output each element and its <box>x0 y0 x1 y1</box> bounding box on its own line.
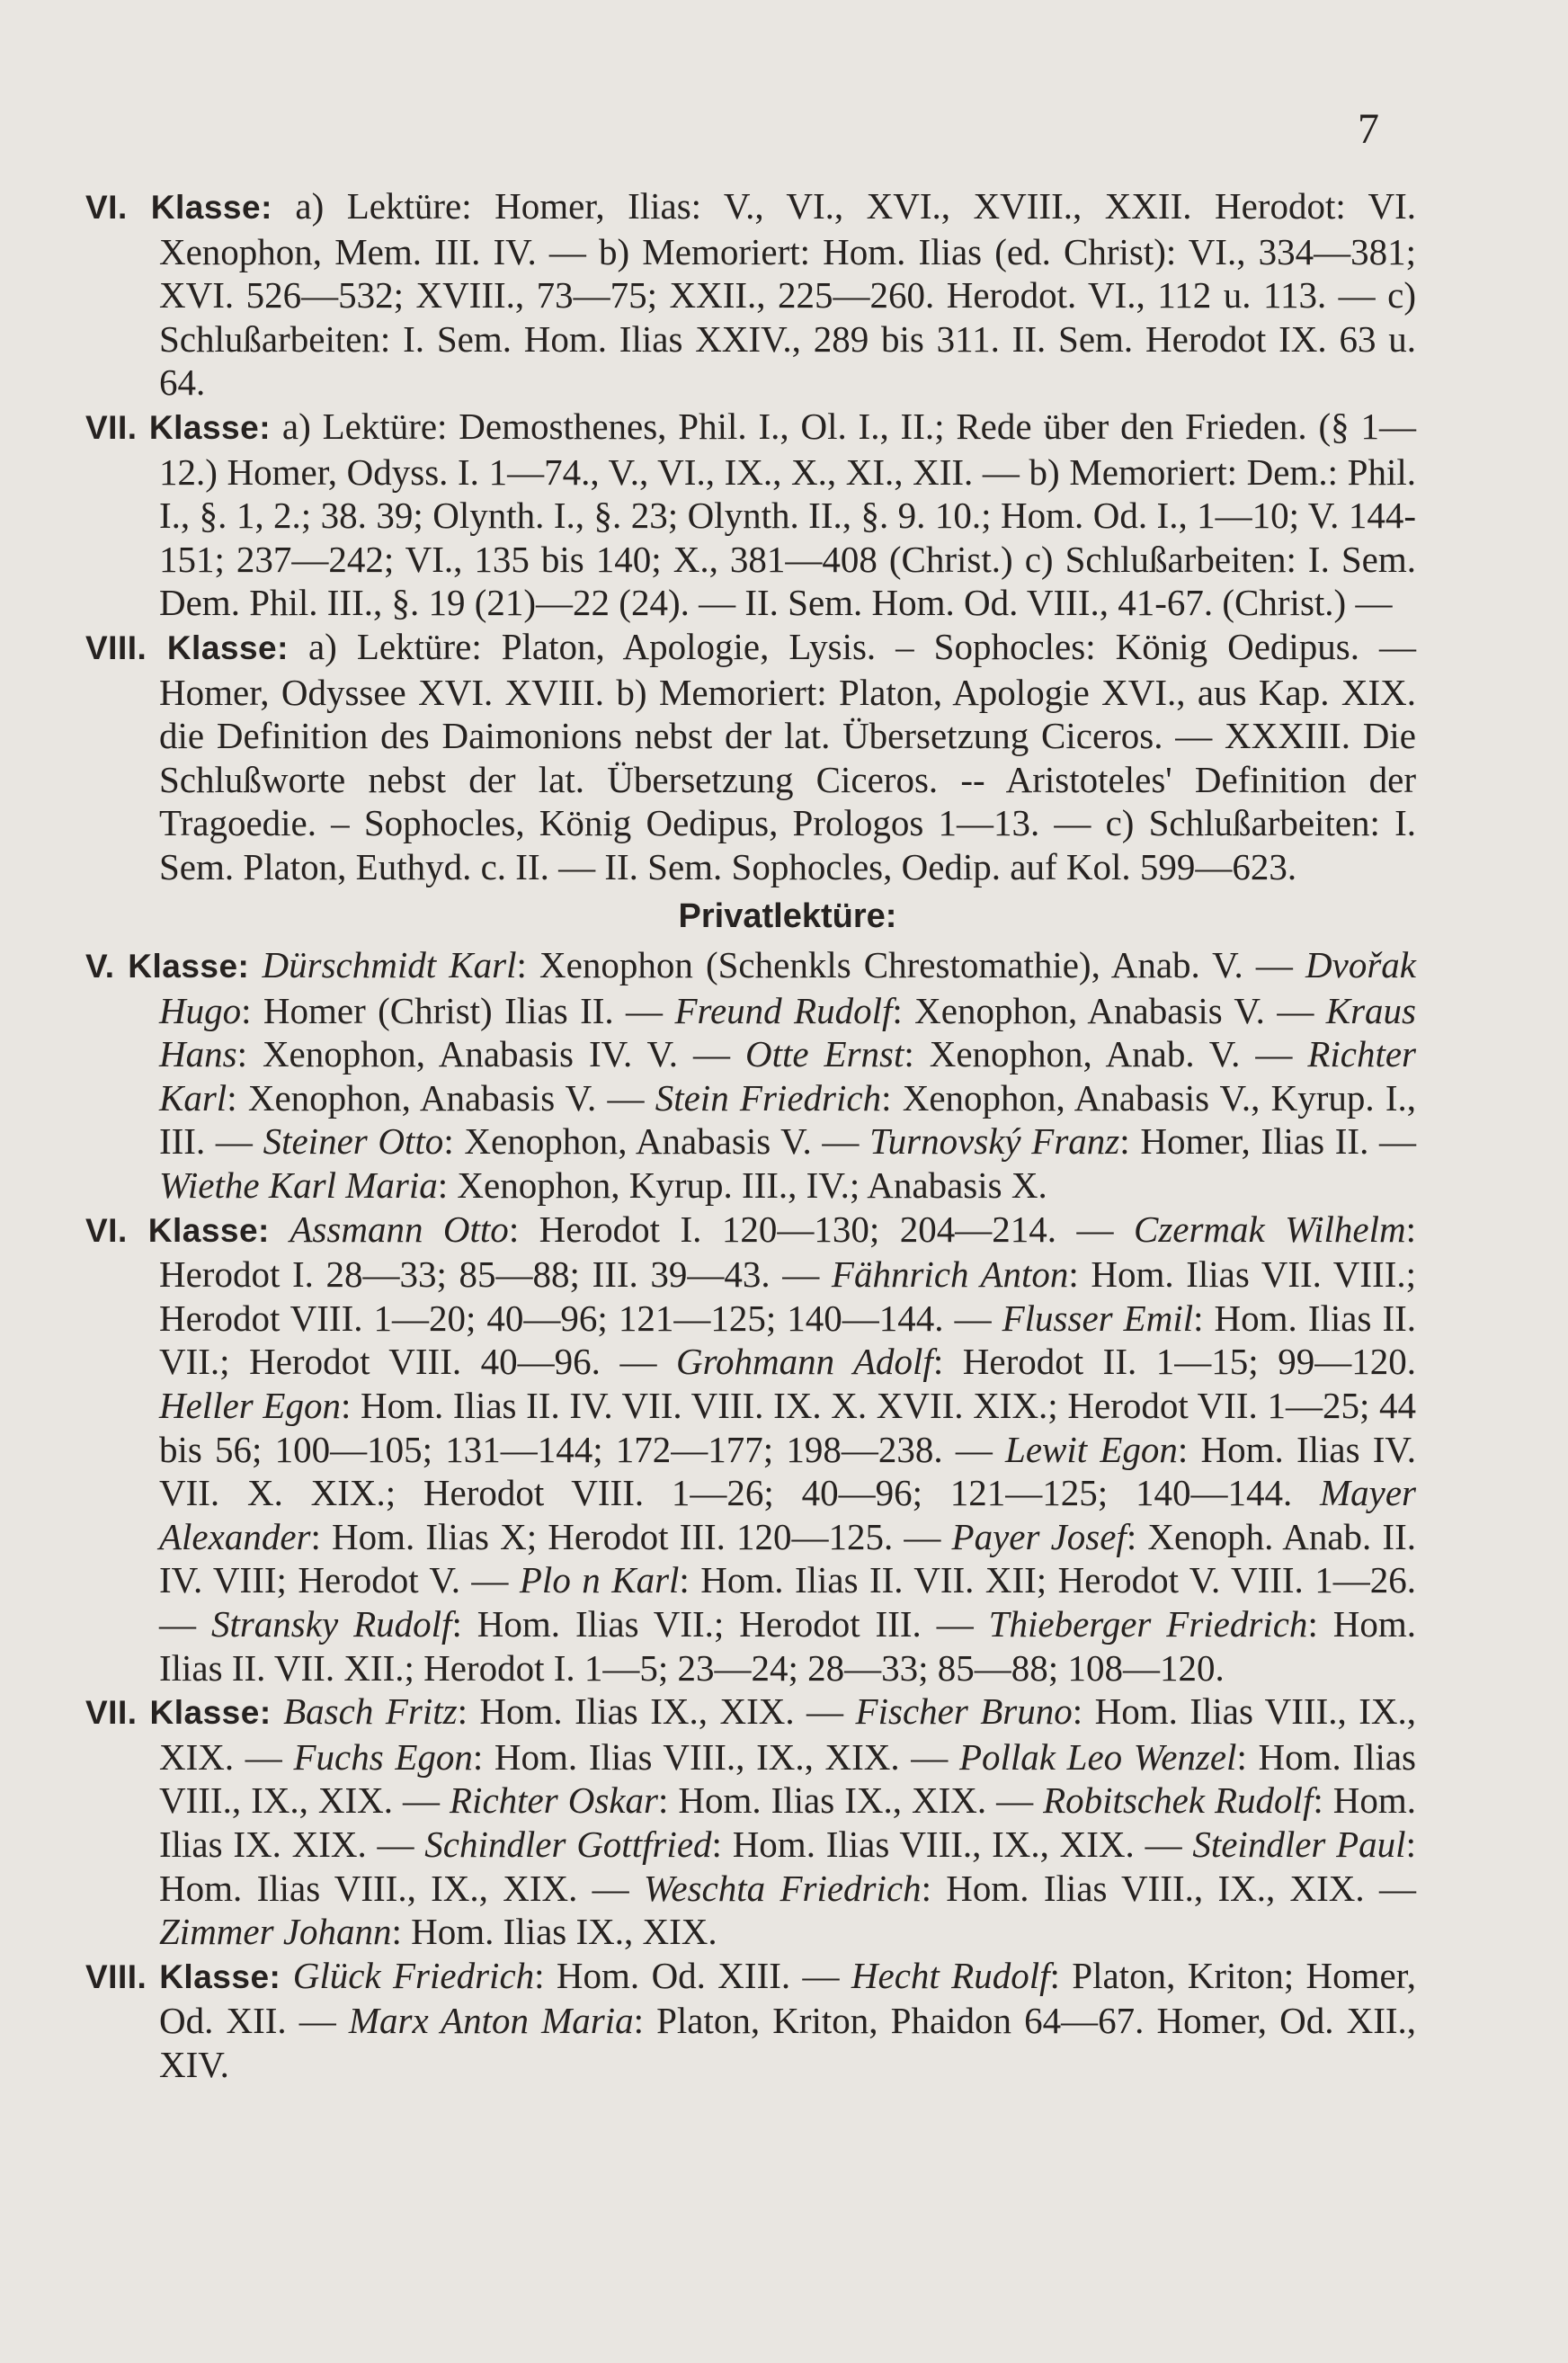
reading-text: : Hom. Ilias II. IV. VII. VIII. IX. X. XVII. XIX.; Herodot VII. 1—25; 44 bis 56; 100—105; 131—144; 172—177; 198—238. — <box>159 1385 1416 1470</box>
student-name: Richter Karl <box>159 1033 1417 1119</box>
reading-text: : Herodot II. 1—15; 99—120. <box>932 1341 1416 1383</box>
reading-text: : Xenophon, Anabasis V., Kyrup. I., III. — <box>159 1076 1416 1163</box>
student-name: Plo n Karl <box>519 1559 680 1601</box>
student-name: Dürschmidt Karl <box>262 944 517 986</box>
reading-text: : Herodot I. 28—33; 85—88; III. 39—43. — <box>159 1208 1416 1296</box>
reading-text: : Homer (Christ) Ilias II. — <box>241 989 675 1031</box>
student-name: Robitschek Rudolf <box>1043 1779 1314 1822</box>
klasse-label: VI. Klasse: <box>85 1211 270 1249</box>
privatlektuere-heading: Privatlektüre: <box>678 896 897 935</box>
student-name: Dvořak Hugo <box>159 944 1416 1031</box>
lektuere-text: a) Lektüre: Platon, Apologie, Lysis. – Sophocles: König Oedipus. — Homer, Odyssee XVI. XVIII. b) Memoriert: Platon, Apologie XVI., aus Kap. XIX. die Definition des Daimonions nebst der lat. Übersetzung Ciceros. — XXXIII. Die Schlußworte nebst der lat. Übersetzung Ciceros. -- Aristoteles' Definition der Tragoedie. – Sophocles, König Oedipus, Prologos 1—13. — c) Schlußarbeiten: I. Sem. Platon, Euthyd. c. II. — II. Sem. Sophocles, Oedip. auf Kol. 599—623. <box>159 625 1417 887</box>
reading-text: : Hom. Ilias VII.; Herodot III. — <box>451 1603 989 1645</box>
reading-text: : Hom. Ilias IX., XIX. — <box>457 1690 856 1733</box>
student-name: Steiner Otto <box>263 1120 444 1163</box>
reading-text: : Hom. Ilias VIII., IX., XIX. — <box>159 1690 1416 1778</box>
student-name: Stein Friedrich <box>655 1076 882 1119</box>
reading-text: : Hom. Ilias II. VII. XII; Herodot V. VIII. 1—26. — <box>159 1559 1416 1645</box>
reading-text: : Platon, Kriton, Phaidon 64—67. Homer, Od. XII., XIV. <box>159 2000 1416 2085</box>
lektuere-text: a) Lektüre: Homer, Ilias: V., VI., XVI., XVIII., XXII. Herodot: VI. Xenophon, Mem. III. IV. — b) Memoriert: Hom. Ilias (ed. Christ): VI., 334—381; XVI. 526—532; XVIII., 73—75; XXII., 225—260. Herodot. VI., 112 u. 113. — c) Schlußarbeiten: I. Sem. Hom. Ilias XXIV., 289 bis 311. II. Sem. Herodot IX. 63 u. 64. <box>159 185 1417 404</box>
reading-text: : Herodot I. 120—130; 204—214. — <box>508 1208 1134 1250</box>
reading-text: : Hom. Ilias X; Herodot III. 120—125. — <box>310 1515 952 1557</box>
student-name: Glück Friedrich <box>292 1954 535 1996</box>
reading-text: : Xenophon (Schenkls Chrestomathie), Anab. V. — <box>516 944 1306 986</box>
student-name: Richter Oskar <box>450 1779 658 1822</box>
student-name: Otte Ernst <box>744 1033 904 1075</box>
klasse-label: VIII. Klasse: <box>85 629 289 666</box>
privat-klasse-paragraph <box>85 943 1416 1208</box>
reading-text: : Hom. Ilias VIII., IX., XIX. — <box>472 1735 959 1778</box>
student-name: Czermak Wilhelm <box>1133 1208 1406 1250</box>
reading-text: : Xenophon, Anabasis IV. V. — <box>236 1033 745 1075</box>
privat-klasse-paragraph <box>85 1954 1416 2087</box>
reading-text: : Hom. Ilias IX., XIX. <box>391 1911 717 1953</box>
reading-text: : Xenoph. Anab. II. IV. VIII; Herodot V. — <box>159 1515 1416 1601</box>
reading-text: : Hom. Ilias VIII., IX., XIX. — <box>159 1735 1416 1822</box>
student-name: Kraus Hans <box>159 989 1416 1075</box>
student-name: Wiethe Karl Maria <box>159 1164 438 1207</box>
reading-text: : Hom. Ilias II. VII.; Herodot VIII. 40—96. — <box>159 1297 1417 1383</box>
reading-text: : Hom. Ilias IX., XIX. — <box>657 1779 1044 1822</box>
student-name: Mayer Alexander <box>159 1472 1416 1557</box>
student-name: Assmann Otto <box>290 1208 509 1250</box>
student-name: Fuchs Egon <box>293 1735 473 1778</box>
reading-text: : Hom. Ilias IX. XIX. — <box>159 1779 1416 1865</box>
klasse-label: VI. Klasse: <box>85 189 272 226</box>
student-name: Thieberger Friedrich <box>988 1603 1308 1645</box>
reading-text: : Homer, Ilias II. — <box>1119 1120 1417 1163</box>
reading-text: : Hom. Od. XIII. — <box>534 1954 851 1996</box>
reading-text: : Hom. Ilias IV. VII. X. XIX.; Herodot VIII. 1—26; 40—96; 121—125; 140—144. <box>159 1428 1416 1514</box>
student-name: Steindler Paul <box>1192 1823 1406 1865</box>
student-name: Hecht Rudolf <box>851 1954 1050 1996</box>
reading-text: : Hom. Ilias VII. VIII.; Herodot VIII. 1—20; 40—96; 121—125; 140—144. — <box>159 1253 1416 1339</box>
student-name: Turnovský Franz <box>869 1120 1120 1163</box>
student-name: Basch Fritz <box>283 1690 458 1733</box>
student-name: Marx Anton Maria <box>348 2000 634 2042</box>
reading-text: : Xenophon, Kyrup. III., IV.; Anabasis X. <box>437 1164 1047 1207</box>
lektuere-klasse-vii <box>85 405 1416 625</box>
privat-klasse-paragraph <box>85 1208 1416 1690</box>
student-name: Stransky Rudolf <box>210 1603 452 1645</box>
klasse-label: V. Klasse: <box>85 948 250 985</box>
lektuere-text: a) Lektüre: Demosthenes, Phil. I., Ol. I., II.; Rede über den Frieden. (§ 1—12.) Homer, Odyss. I. 1—74., V., VI., IX., X., XI., XII. — b) Memoriert: Dem.: Phil. I., §. 1, 2.; 38. 39; Olynth. I., §. 23; Olynth. II., §. 9. 10.; Hom. Od. I., 1—10; V. 144-151; 237—242; VI., 135 bis 140; X., 381—408 (Christ.) c) Schlußarbeiten: I. Sem. Dem. Phil. III., §. 19 (21)—22 (24). — II. Sem. Hom. Od. VIII., 41-67. (Christ.) — <box>159 405 1416 624</box>
student-name: Schindler Gottfried <box>424 1823 712 1865</box>
student-name: Weschta Friedrich <box>644 1867 922 1909</box>
klasse-label: VIII. Klasse: <box>85 1957 281 1995</box>
klasse-label: VII. Klasse: <box>85 1694 272 1732</box>
reading-text: : Platon, Kriton; Homer, Od. XII. — <box>159 1954 1416 2042</box>
student-name: Pollak Leo Wenzel <box>958 1735 1237 1778</box>
reading-text: : Hom. Ilias VIII., IX., XIX. — <box>711 1823 1193 1865</box>
student-name: Fischer Bruno <box>855 1690 1073 1733</box>
student-name: Lewit Egon <box>1005 1428 1178 1470</box>
student-name: Freund Rudolf <box>674 989 893 1031</box>
reading-text: : Xenophon, Anab. V. — <box>904 1033 1308 1075</box>
lektuere-klasse-viii <box>85 625 1416 889</box>
student-name: Heller Egon <box>159 1385 341 1427</box>
privat-klasse-paragraph <box>85 1690 1416 1954</box>
lektuere-klasse-vi <box>85 184 1416 405</box>
student-name: Fähnrich Anton <box>831 1253 1069 1296</box>
reading-text: : Hom. Ilias VIII., IX., XIX. — <box>921 1867 1416 1909</box>
page-content <box>85 184 1416 2087</box>
student-name: Grohmann Adolf <box>676 1341 933 1383</box>
student-name: Flusser Emil <box>1002 1297 1194 1339</box>
reading-text: : Xenophon, Anabasis V. — <box>892 989 1326 1031</box>
reading-text: : Xenophon, Anabasis V. — <box>227 1076 655 1119</box>
reading-text: : Hom. Ilias VIII., IX., XIX. — <box>159 1823 1416 1909</box>
student-name: Zimmer Johann <box>159 1911 392 1953</box>
reading-text: : Xenophon, Anabasis V. — <box>443 1120 870 1163</box>
privatlektuere-section <box>85 943 1416 2086</box>
page-number: 7 <box>1358 105 1379 153</box>
klasse-label: VII. Klasse: <box>85 408 272 446</box>
reading-text: : Hom. Ilias II. VII. XII.; Herodot I. 1—5; 23—24; 28—33; 85—88; 108—120. <box>159 1603 1417 1689</box>
student-name: Payer Josef <box>951 1515 1127 1557</box>
